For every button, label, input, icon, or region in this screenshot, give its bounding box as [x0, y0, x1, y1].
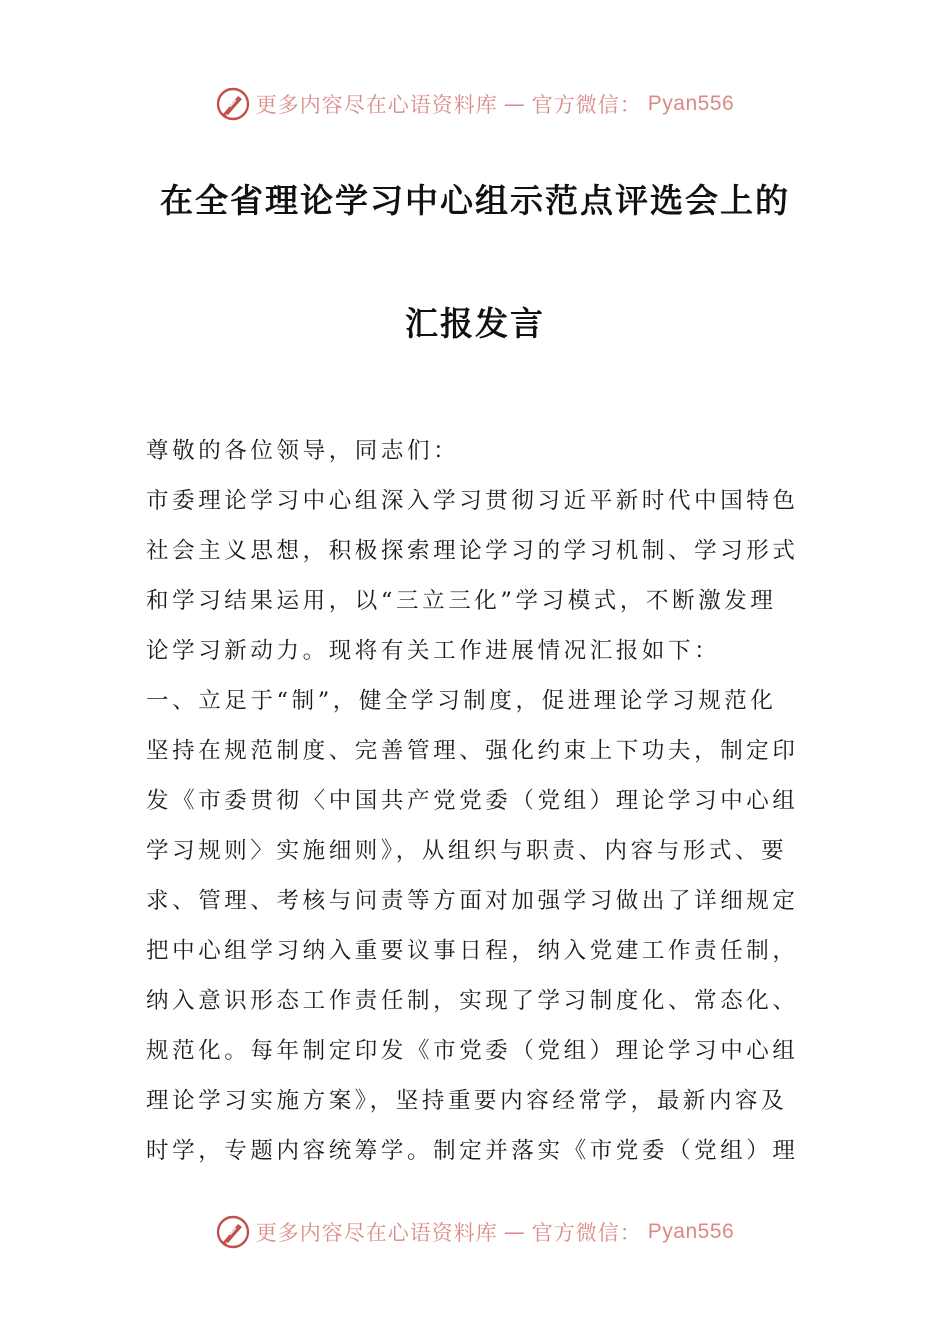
body-line: 市委理论学习中心组深入学习贯彻习近平新时代中国特色: [146, 488, 799, 514]
body-line: 坚持在规范制度、完善管理、强化约束上下功夫，制定印: [146, 738, 799, 764]
quill-logo-icon: [216, 87, 250, 121]
body-line: 和学习结果运用，以“三立三化”学习模式，不断激发理: [146, 588, 777, 614]
body-line: 纳入意识形态工作责任制，实现了学习制度化、常态化、: [146, 988, 799, 1014]
watermark-wechat-id: Pyan556: [647, 1220, 735, 1243]
watermark-text: 更多内容尽在心语资料库: [255, 1221, 498, 1245]
document-body: [146, 426, 806, 1176]
document-title-line-2: 汇报发言: [405, 304, 545, 343]
body-line: 论学习新动力。现将有关工作进展情况汇报如下：: [146, 638, 721, 664]
body-line: 求、管理、考核与问责等方面对加强学习做出了详细规定: [146, 888, 799, 914]
body-line: 理论学习实施方案》，坚持重要内容经常学，最新内容及: [146, 1088, 788, 1114]
body-line: 规范化。每年制定印发《市党委（党组）理论学习中心组: [146, 1038, 799, 1064]
document-title-line-1: 在全省理论学习中心组示范点评选会上的: [160, 181, 790, 220]
body-line: 社会主义思想，积极探索理论学习的学习机制、学习形式: [146, 538, 799, 564]
watermark-wechat-label: 官方微信：: [531, 93, 642, 117]
body-line: 发《市委贯彻〈中国共产党党委（党组）理论学习中心组: [146, 788, 799, 814]
header-watermark: [0, 84, 950, 124]
footer-watermark: [0, 1212, 950, 1252]
section-heading: 一、立足于“制”，健全学习制度，促进理论学习规范化: [146, 688, 777, 714]
watermark-text: 更多内容尽在心语资料库: [255, 93, 498, 117]
watermark-separator: —: [503, 1220, 526, 1244]
body-line: 时学，专题内容统筹学。制定并落实《市党委（党组）理: [146, 1138, 799, 1164]
body-line: 学习规则〉实施细则》，从组织与职责、内容与形式、要: [146, 838, 788, 864]
salutation: 尊敬的各位领导，同志们：: [146, 438, 460, 464]
quill-logo-icon: [216, 1215, 250, 1249]
body-line: 把中心组学习纳入重要议事日程，纳入党建工作责任制，: [146, 938, 799, 964]
watermark-separator: —: [503, 92, 526, 116]
watermark-wechat-label: 官方微信：: [531, 1221, 642, 1245]
watermark-wechat-id: Pyan556: [647, 92, 735, 115]
